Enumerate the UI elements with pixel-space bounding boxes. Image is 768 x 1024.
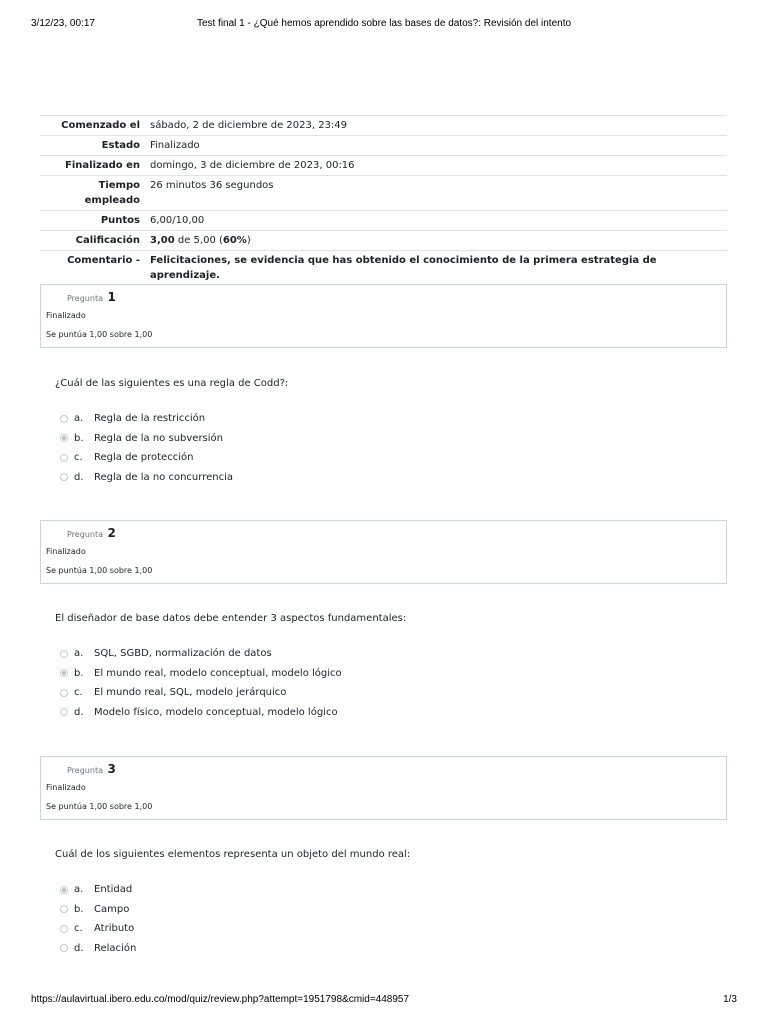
question-state: Finalizado bbox=[46, 783, 86, 792]
answer-option[interactable]: c. El mundo real, SQL, modelo jerárquico bbox=[60, 683, 460, 703]
summary-row-points bbox=[40, 211, 727, 231]
question-number: Pregunta 3 bbox=[67, 762, 116, 776]
points-value: 6,00/10,00 bbox=[145, 211, 727, 231]
started-value: sábado, 2 de diciembre de 2023, 23:49 bbox=[145, 116, 727, 136]
question-grade: Se puntúa 1,00 sobre 1,00 bbox=[46, 330, 153, 339]
answer-option[interactable]: d. Regla de la no concurrencia bbox=[60, 468, 460, 488]
question-grade: Se puntúa 1,00 sobre 1,00 bbox=[46, 566, 153, 575]
radio-button[interactable] bbox=[60, 473, 68, 481]
question-number: Pregunta 1 bbox=[67, 290, 116, 304]
question-grade: Se puntúa 1,00 sobre 1,00 bbox=[46, 802, 153, 811]
question-info-2 bbox=[40, 520, 727, 584]
radio-button[interactable] bbox=[60, 708, 68, 716]
answer-option[interactable]: a. Entidad bbox=[60, 880, 460, 900]
answer-option[interactable]: a. SQL, SGBD, normalización de datos bbox=[60, 644, 460, 664]
grade-label: Calificación bbox=[40, 231, 145, 251]
grade-percent: 60% bbox=[222, 235, 247, 246]
question-info-3 bbox=[40, 756, 727, 820]
answer-option[interactable]: c. Atributo bbox=[60, 919, 460, 939]
print-datetime: 3/12/23, 00:17 bbox=[31, 18, 95, 29]
radio-button[interactable] bbox=[60, 650, 68, 658]
print-url: https://aulavirtual.ibero.edu.co/mod/quiz/review.php?attempt=1951798&cmid=448957 bbox=[31, 994, 410, 1005]
finished-value: domingo, 3 de diciembre de 2023, 00:16 bbox=[145, 156, 727, 176]
answer-option[interactable]: b. Regla de la no subversión bbox=[60, 429, 460, 449]
grade-out-of: de 5,00 ( bbox=[174, 235, 223, 246]
print-page-number: 1/3 bbox=[723, 994, 737, 1005]
started-label: Comenzado el bbox=[40, 116, 145, 136]
summary-row-time bbox=[40, 176, 727, 211]
answer-list-2 bbox=[60, 644, 460, 722]
radio-button[interactable] bbox=[60, 905, 68, 913]
question-text-1: ¿Cuál de las siguientes es una regla de Codd?: bbox=[55, 378, 289, 389]
answer-option[interactable]: d. Modelo físico, modelo conceptual, modelo lógico bbox=[60, 703, 460, 723]
summary-row-grade bbox=[40, 231, 727, 251]
radio-button[interactable] bbox=[60, 454, 68, 462]
radio-button-selected[interactable] bbox=[60, 886, 68, 894]
radio-button-selected[interactable] bbox=[60, 669, 68, 677]
time-label-line2: empleado bbox=[84, 195, 140, 206]
answer-option[interactable]: b. Campo bbox=[60, 900, 460, 920]
time-label bbox=[40, 176, 145, 211]
answer-list-3 bbox=[60, 880, 460, 958]
question-info-1 bbox=[40, 284, 727, 348]
grade-score: 3,00 bbox=[150, 235, 175, 246]
question-state: Finalizado bbox=[46, 547, 86, 556]
answer-list-1 bbox=[60, 409, 460, 487]
answer-option[interactable]: d. Relación bbox=[60, 939, 460, 959]
summary-row-started bbox=[40, 116, 727, 136]
state-label: Estado bbox=[40, 136, 145, 156]
radio-button[interactable] bbox=[60, 944, 68, 952]
question-text-2: El diseñador de base datos debe entender 3 aspectos fundamentales: bbox=[55, 613, 407, 624]
answer-option[interactable]: b. El mundo real, modelo conceptual, modelo lógico bbox=[60, 664, 460, 684]
radio-button[interactable] bbox=[60, 415, 68, 423]
print-page-title: Test final 1 - ¿Qué hemos aprendido sobre las bases de datos?: Revisión del intento bbox=[196, 18, 572, 29]
answer-option[interactable]: a. Regla de la restricción bbox=[60, 409, 460, 429]
time-label-line1: Tiempo bbox=[98, 180, 140, 191]
question-text-3: Cuál de los siguientes elementos representa un objeto del mundo real: bbox=[55, 849, 411, 860]
grade-value bbox=[145, 231, 727, 251]
comment-value: Felicitaciones, se evidencia que has obtenido el conocimiento de la primera estrategia de aprendizaje. bbox=[145, 251, 727, 286]
summary-row-finished bbox=[40, 156, 727, 176]
summary-row-comment bbox=[40, 251, 727, 286]
grade-close: ) bbox=[246, 235, 251, 246]
answer-option[interactable]: c. Regla de protección bbox=[60, 448, 460, 468]
radio-button-selected[interactable] bbox=[60, 434, 68, 442]
radio-button[interactable] bbox=[60, 689, 68, 697]
attempt-summary-table bbox=[40, 115, 727, 286]
comment-label: Comentario - bbox=[40, 251, 145, 286]
summary-row-state bbox=[40, 136, 727, 156]
finished-label: Finalizado en bbox=[40, 156, 145, 176]
question-state: Finalizado bbox=[46, 311, 86, 320]
question-number: Pregunta 2 bbox=[67, 526, 116, 540]
points-label: Puntos bbox=[40, 211, 145, 231]
radio-button[interactable] bbox=[60, 925, 68, 933]
state-value: Finalizado bbox=[145, 136, 727, 156]
time-value: 26 minutos 36 segundos bbox=[145, 176, 727, 211]
